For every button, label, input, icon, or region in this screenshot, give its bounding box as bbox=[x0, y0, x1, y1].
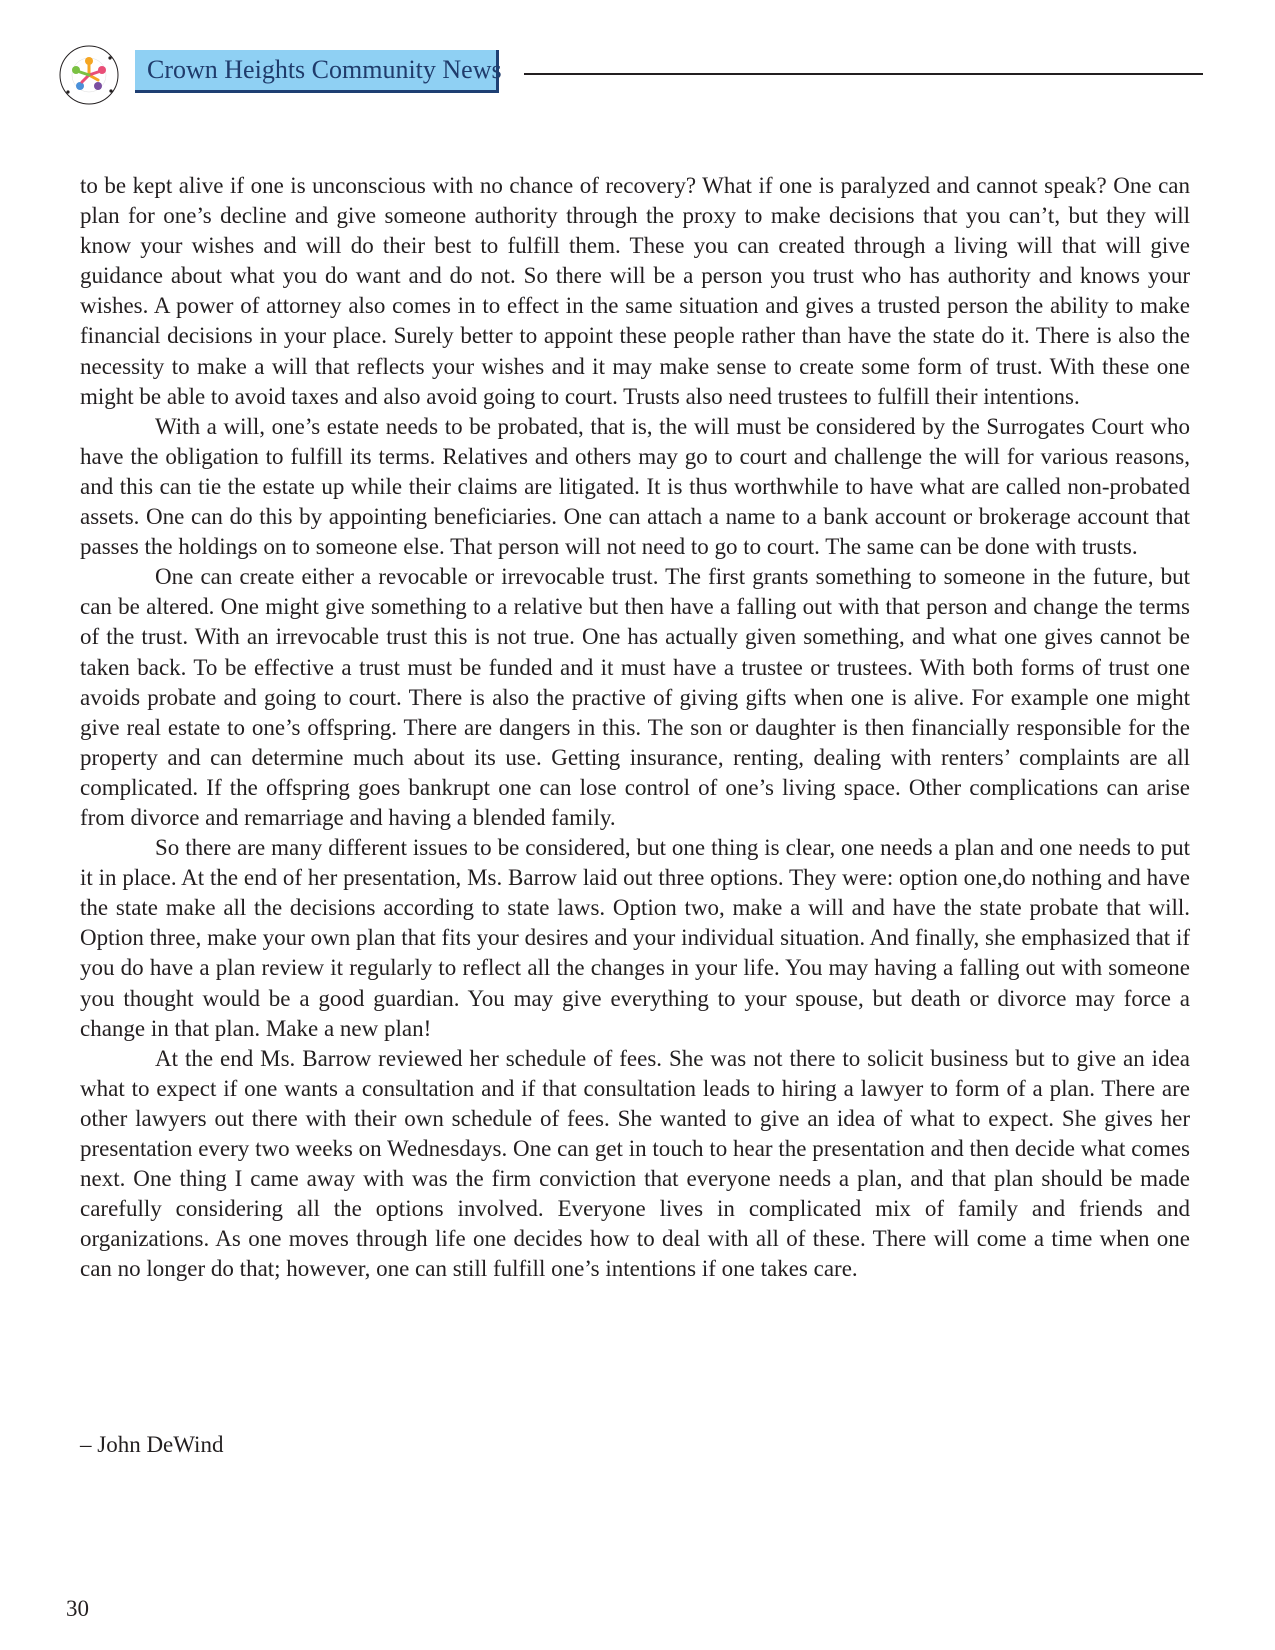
article-body bbox=[80, 171, 1190, 1284]
article-paragraph: to be kept alive if one is unconscious with no chance of recovery? What if one is paralyzed and cannot speak? One can plan for one’s decline and give someone authority through the proxy to make decisions that you can’t, but they will know your wishes and will do their best to fulfill them. These you can created through a living will that will give guidance about what you do want and do not. So there will be a person you trust who has authority and knows your wishes. A power of attorney also comes in to effect in the same situation and gives a trusted person the ability to make financial decisions in your place. Surely better to appoint these people rather than have the state do it. There is also the necessity to make a will that reflects your wishes and it may make sense to create some form of trust. With these one might be able to avoid taxes and also avoid going to court. Trusts also need trustees to fulfill their intentions. bbox=[80, 173, 1190, 409]
publication-title: Crown Heights Community News bbox=[135, 50, 499, 93]
header-rule bbox=[524, 73, 1203, 75]
article-paragraph: With a will, one’s estate needs to be probated, that is, the will must be considered by the Surrogates Court who have the obligation to fulfill its terms. Relatives and others may go to court and challenge the will for various reasons, and this can tie the estate up while their claims are litigated. It is thus worthwhile to have what are called non-probated assets. One can do this by appointing beneficiaries. One can attach a name to a bank account or brokerage account that passes the holdings on to someone else. That person will not need to go to court. The same can be done with trusts. bbox=[80, 413, 1190, 560]
community-organization-logo-icon bbox=[58, 44, 120, 106]
article-paragraph: So there are many different issues to be considered, but one thing is clear, one needs a plan and one needs to put it in place. At the end of her presentation, Ms. Barrow laid out three options. They were: option one,do nothing and have the state make all the decisions according to state laws. Option two, make a will and have the state probate that will. Option three, make your own plan that fits your desires and your individual situation. And finally, she emphasized that if you do have a plan review it regularly to reflect all the changes in your life. You may having a falling out with someone you thought would be a good guardian. You may give everything to your spouse, but death or divorce may force a change in that plan. Make a new plan! bbox=[80, 835, 1190, 1041]
masthead bbox=[58, 44, 1203, 106]
article-paragraph: One can create either a revocable or irrevocable trust. The first grants something to someone in the future, but can be altered. One might give something to a relative but then have a falling out with that person and change the terms of the trust. With an irrevocable trust this is not true. One has actually given something, and what one gives cannot be taken back. To be effective a trust must be funded and it must have a trustee or trustees. With both forms of trust one avoids probate and going to court. There is also the practive of giving gifts when one is alive. For example one might give real estate to one’s offspring. There are dangers in this. The son or daughter is then financially responsible for the property and can determine much about its use. Getting insurance, renting, dealing with renters’ complaints are all complicated. If the offspring goes bankrupt one can lose control of one’s living space. Other complications can arise from divorce and remarriage and having a blended family. bbox=[80, 564, 1190, 830]
article-paragraph: At the end Ms. Barrow reviewed her schedule of fees. She was not there to solicit business but to give an idea what to expect if one wants a consultation and if that consultation leads to hiring a lawyer to form of a plan. There are other lawyers out there with their own schedule of fees. She wanted to give an idea of what to expect. She gives her presentation every two weeks on Wednesdays. One can get in touch to hear the presentation and then decide what comes next. One thing I came away with was the firm conviction that everyone needs a plan, and that plan should be made carefully considering all the options involved. Everyone lives in complicated mix of family and friends and organizations. As one moves through life one decides how to deal with all of these. There will come a time when one can no longer do that; however, one can still fulfill one’s intentions if one takes care. bbox=[80, 1045, 1190, 1282]
page-number: 30 bbox=[66, 1596, 89, 1621]
author-byline: – John DeWind bbox=[80, 1432, 224, 1457]
